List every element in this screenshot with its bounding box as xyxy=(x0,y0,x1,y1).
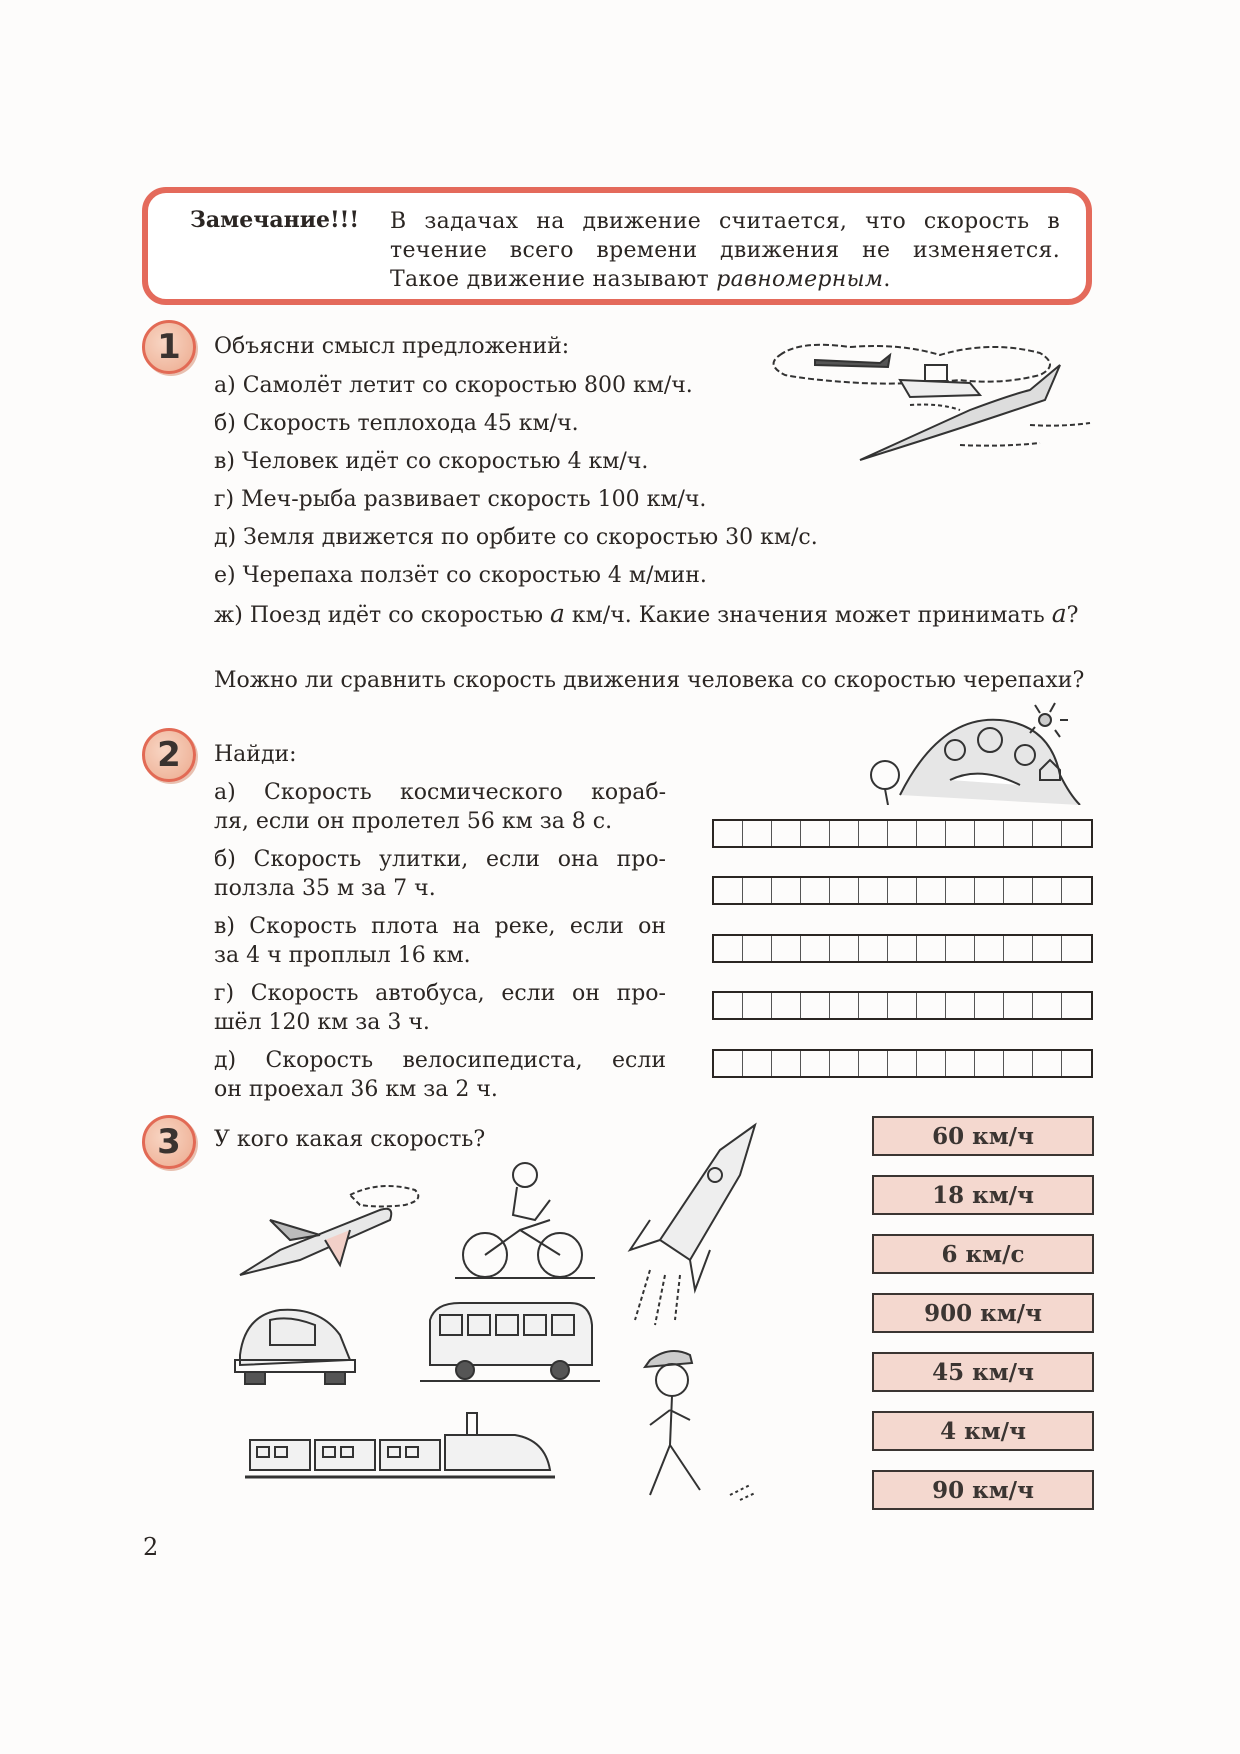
answer-grid-g[interactable] xyxy=(712,991,1093,1020)
speed-box-90-kmh: 90 км/ч xyxy=(872,1470,1094,1510)
task-2-item-v-line1: в) Скорость плота на реке, если он xyxy=(214,914,666,939)
task-2-item-d-line1: д) Скорость велосипедиста, если xyxy=(214,1048,666,1073)
task-1-item-v: в) Человек идёт со скоростью 4 км/ч. xyxy=(214,449,649,474)
answer-grid-a[interactable] xyxy=(712,819,1093,848)
task-2-title: Найди: xyxy=(214,742,297,767)
speed-box-4-kmh: 4 км/ч xyxy=(872,1411,1094,1451)
task-1-number-badge: 1 xyxy=(142,320,196,374)
task-1-title: Объясни смысл предложений: xyxy=(214,334,570,359)
note-text-main: В задачах на движение считается, что скорость в течение всего времени движения не изменяется. Такое движение называют xyxy=(390,209,1060,292)
walking-man-icon xyxy=(630,1345,780,1505)
task-2-item-g-line2: шёл 120 км за 3 ч. xyxy=(214,1010,430,1035)
task-1-item-b: б) Скорость теплохода 45 км/ч. xyxy=(214,411,579,436)
answer-grid-v[interactable] xyxy=(712,934,1093,963)
answer-grid-b[interactable] xyxy=(712,876,1093,905)
task-2-item-g-line1: г) Скорость автобуса, если он про- xyxy=(214,981,666,1006)
task-2-item-b-line2: ползла 35 м за 7 ч. xyxy=(214,876,436,901)
speed-box-18-kmh: 18 км/ч xyxy=(872,1175,1094,1215)
airplane-icon xyxy=(230,1180,430,1280)
task-1-item-zh-text2: км/ч. Какие значения может принимать xyxy=(564,603,1052,628)
plane-ship-swordfish-illustration xyxy=(760,335,1100,465)
task-1-item-zh xyxy=(214,599,1092,630)
speed-box-60-kmh: 60 км/ч xyxy=(872,1116,1094,1156)
note-text-end: . xyxy=(883,267,891,292)
speed-box-6-kms: 6 км/с xyxy=(872,1234,1094,1274)
turtle-illustration xyxy=(860,695,1090,805)
note-text-italic: равномерным xyxy=(716,267,884,292)
task-2-item-d-line2: он проехал 36 км за 2 ч. xyxy=(214,1077,498,1102)
task-2-item-a-line2: ля, если он пролетел 56 км за 8 с. xyxy=(214,809,613,834)
task-2-item-b-line1: б) Скорость улитки, если она про- xyxy=(214,847,666,872)
task-1-item-a: а) Самолёт летит со скоростью 800 км/ч. xyxy=(214,373,693,398)
task-2-item-v-line2: за 4 ч проплыл 16 км. xyxy=(214,943,471,968)
speed-box-45-kmh: 45 км/ч xyxy=(872,1352,1094,1392)
task-1-item-e: е) Черепаха ползёт со скоростью 4 м/мин. xyxy=(214,563,707,588)
page-number: 2 xyxy=(143,1533,159,1561)
train-icon xyxy=(245,1405,555,1485)
note-box xyxy=(142,187,1092,305)
task-2-number-badge: 2 xyxy=(142,728,196,782)
speed-box-900-kmh: 900 км/ч xyxy=(872,1293,1094,1333)
note-text xyxy=(390,207,1060,294)
task-1-question: Можно ли сравнить скорость движения человека со скоростью черепахи? xyxy=(214,668,1085,693)
task-1-item-zh-end: ? xyxy=(1066,603,1079,628)
variable-a: a xyxy=(1051,599,1067,628)
answer-grid-d[interactable] xyxy=(712,1049,1093,1078)
task-1-item-g: г) Меч-рыба развивает скорость 100 км/ч. xyxy=(214,487,707,512)
note-label: Замечание!!! xyxy=(190,207,359,233)
bus-icon xyxy=(420,1295,600,1385)
task-3-number-badge: 3 xyxy=(142,1115,196,1169)
task-1-item-zh-text: ж) Поезд идёт со скоростью xyxy=(214,603,551,628)
car-icon xyxy=(230,1295,360,1390)
cyclist-icon xyxy=(455,1160,595,1280)
rocket-icon xyxy=(620,1120,760,1330)
task-1-item-d: д) Земля движется по орбите со скоростью 30 км/с. xyxy=(214,525,818,550)
task-3-title: У кого какая скорость? xyxy=(214,1127,486,1152)
task-2-item-a-line1: а) Скорость космического кораб- xyxy=(214,780,666,805)
variable-a: a xyxy=(550,599,565,628)
